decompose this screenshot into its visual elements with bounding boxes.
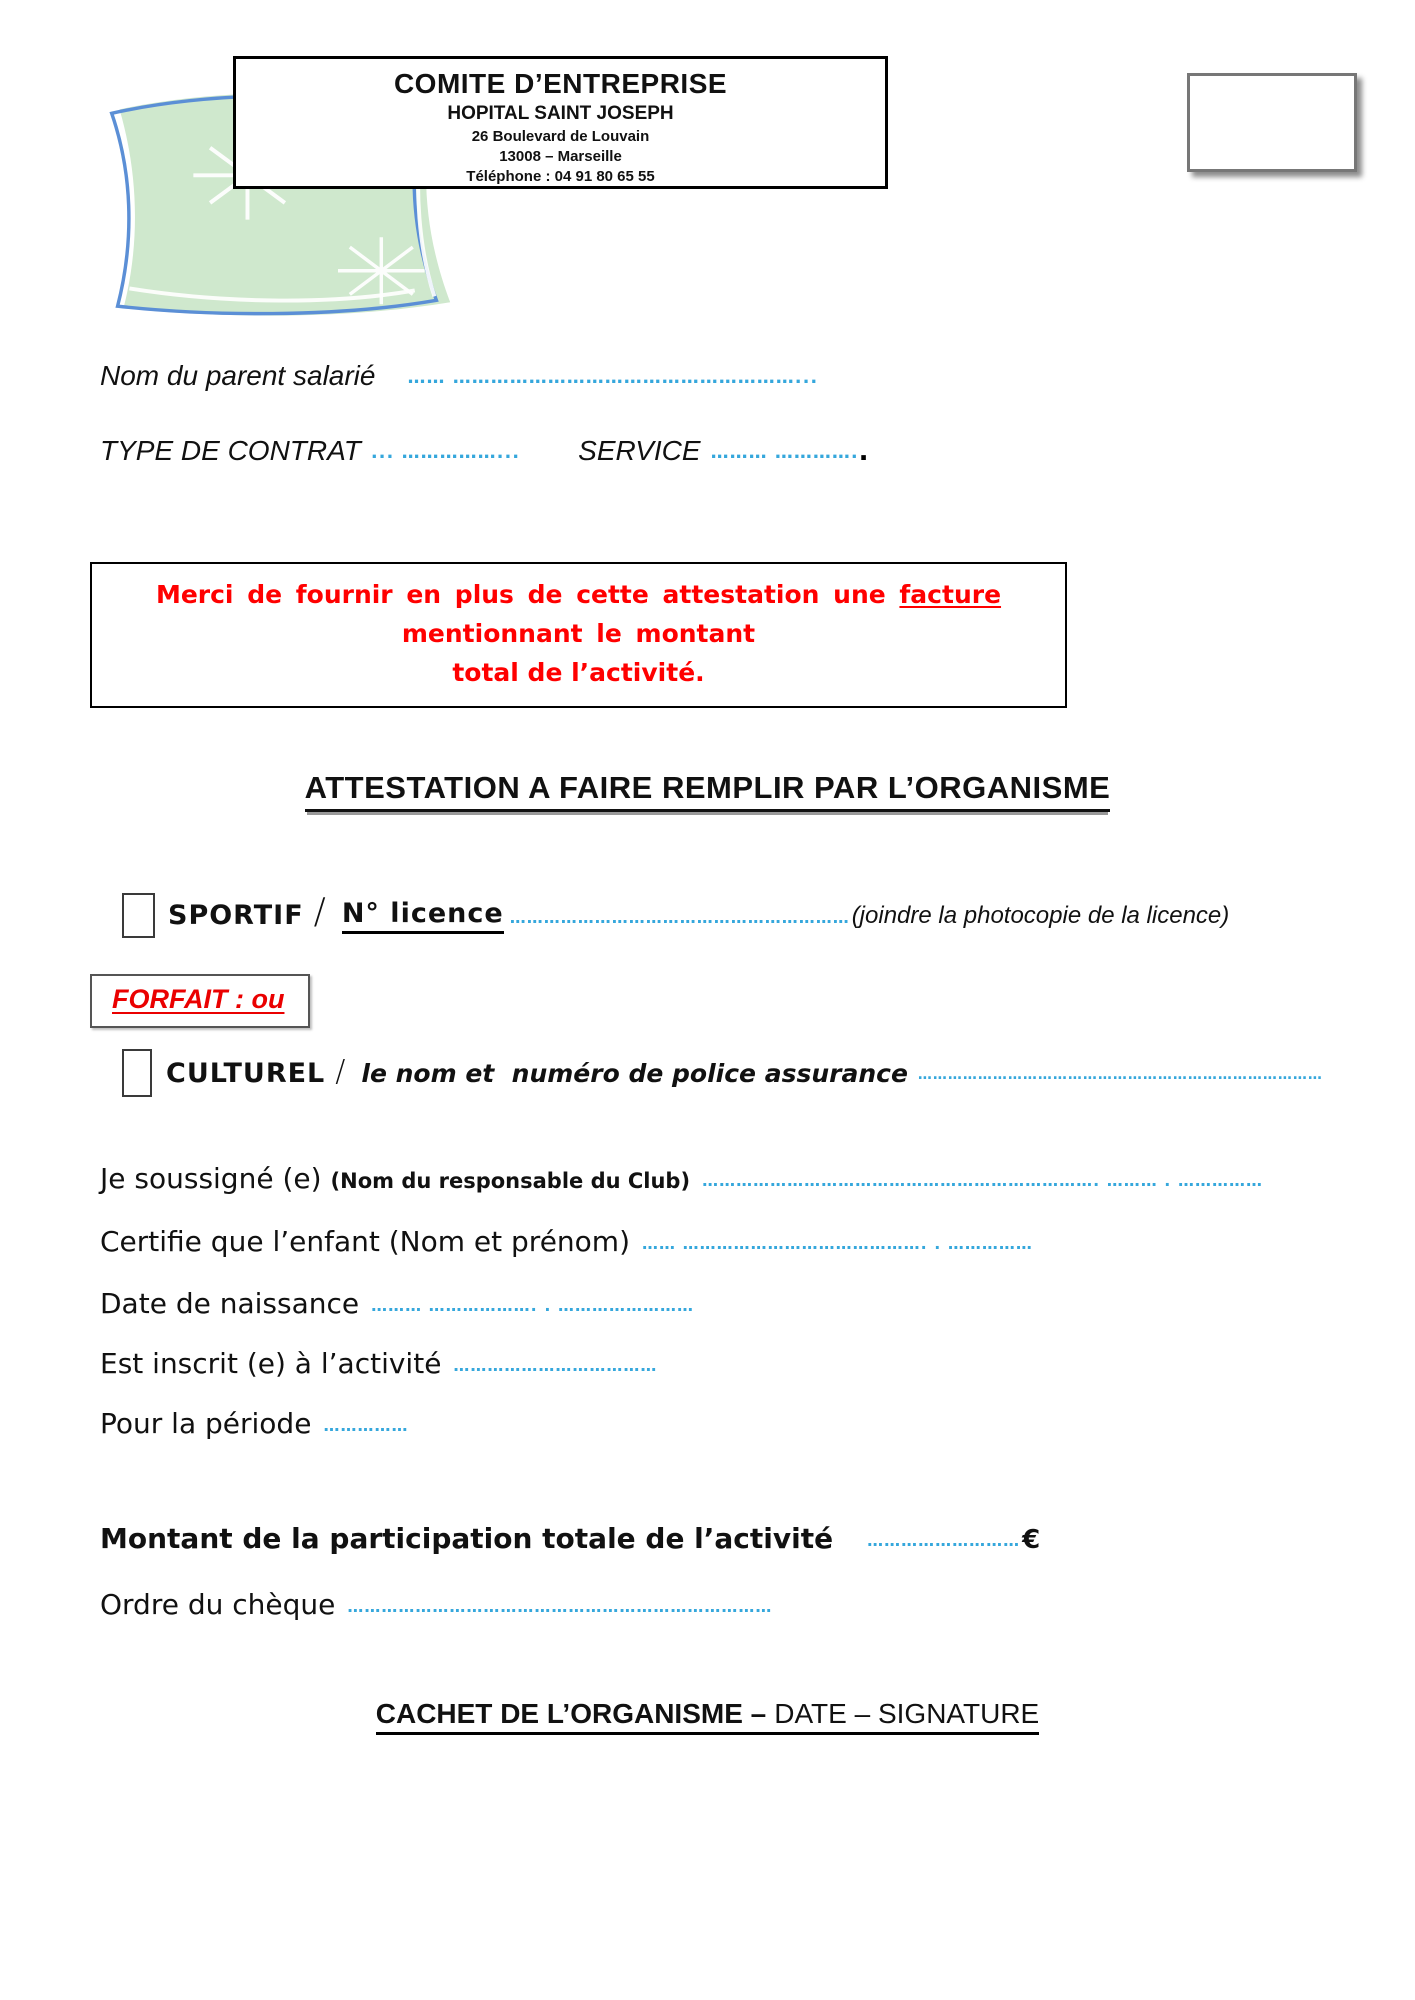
licence-blank: …………………………………………………… [509, 908, 850, 927]
responsable-club-label: (Nom du responsable du Club) [330, 1169, 691, 1193]
notice-facture-underlined: facture [899, 580, 1002, 609]
date-signature-label: DATE – SIGNATURE [774, 1698, 1040, 1729]
naissance-blank: ……… ………………. . …………………… [371, 1296, 694, 1315]
montant-label: Montant de la participation totale de l’activité [100, 1522, 834, 1555]
montant-blank: ……………………… [867, 1531, 1021, 1550]
soussigne-row [100, 1162, 1263, 1195]
cachet-label: CACHET DE L’ORGANISME – [375, 1698, 767, 1729]
page-title: ATTESTATION A FAIRE REMPLIR PAR L’ORGANISME [305, 770, 1111, 812]
notice-line2: total de l’activité. [452, 657, 705, 687]
notice-box [90, 562, 1067, 708]
periode-row [100, 1407, 408, 1440]
culturel-row [122, 1049, 1323, 1097]
naissance-label: Date de naissance [100, 1287, 360, 1320]
forfait-box [90, 974, 310, 1028]
cheque-label: Ordre du chèque [100, 1588, 336, 1621]
cheque-blank: ………………………………………………………………… [347, 1597, 773, 1616]
cheque-row [100, 1588, 772, 1621]
certifie-label: Certifie que l’enfant (Nom et prénom) [100, 1225, 631, 1258]
parent-name-label: Nom du parent salarié [100, 360, 376, 391]
inscrit-label: Est inscrit (e) à l’activité [100, 1347, 442, 1380]
slash-separator: / [313, 891, 326, 932]
phone-line: Téléphone : 04 91 80 65 55 [466, 168, 655, 185]
notice-line1 [100, 576, 1057, 654]
parent-name-blank: …… ………………………………………………... [407, 367, 819, 388]
montant-row [100, 1522, 1040, 1555]
service-label: SERVICE [578, 435, 701, 466]
assurance-blank: ……………………………………………………………………… [917, 1067, 1323, 1083]
contract-label: TYPE DE CONTRAT [100, 435, 361, 466]
culturel-checkbox [122, 1049, 152, 1097]
contract-service-row [100, 435, 869, 467]
soussigne-label: Je soussigné (e) [100, 1162, 322, 1195]
address-line1: 26 Boulevard de Louvain [471, 128, 650, 145]
main-title-row [0, 770, 1415, 812]
header-box [233, 56, 888, 189]
inscrit-blank: ……………………………… [453, 1356, 658, 1375]
address-line2: 13008 – Marseille [499, 148, 622, 165]
certifie-blank: …… ……………………………………. . …………… [642, 1234, 1033, 1253]
licence-label: N° licence [342, 898, 504, 934]
sparkle-icon [338, 237, 425, 304]
periode-blank: …………… [323, 1416, 409, 1435]
sportif-row [122, 893, 1229, 938]
service-blank: ……… …………. [710, 442, 859, 463]
forfait-label: FORFAIT : ou [112, 984, 285, 1014]
certifie-row [100, 1225, 1033, 1258]
inscrit-row [100, 1347, 657, 1380]
naissance-row [100, 1287, 694, 1320]
notice-text-after: mentionnant le montant [401, 618, 756, 648]
org-title: COMITE D’ENTREPRISE [393, 68, 728, 99]
assurance-label: le nom et numéro de police assurance [361, 1058, 908, 1088]
notice-text-before: Merci de fournir en plus de cette attestation une [155, 580, 900, 609]
service-period: . [858, 437, 869, 467]
licence-note: (joindre la photocopie de la licence) [851, 901, 1230, 929]
euro-sign: € [1022, 1525, 1041, 1555]
footer-row [0, 1698, 1415, 1735]
soussigne-blank: ……………………………………………………………. ……… . …………… [702, 1171, 1263, 1190]
periode-label: Pour la période [100, 1407, 312, 1440]
sportif-checkbox [122, 893, 155, 938]
slash-separator: / [335, 1053, 346, 1089]
culturel-label: CULTUREL [166, 1057, 326, 1089]
sportif-label: SPORTIF [168, 900, 304, 931]
hospital-name: HOPITAL SAINT JOSEPH [447, 103, 674, 124]
contract-blank: ... ……………... [370, 442, 521, 463]
parent-name-row [100, 360, 818, 392]
stamp-box [1187, 73, 1357, 172]
cachet-signature-line [376, 1698, 1040, 1735]
